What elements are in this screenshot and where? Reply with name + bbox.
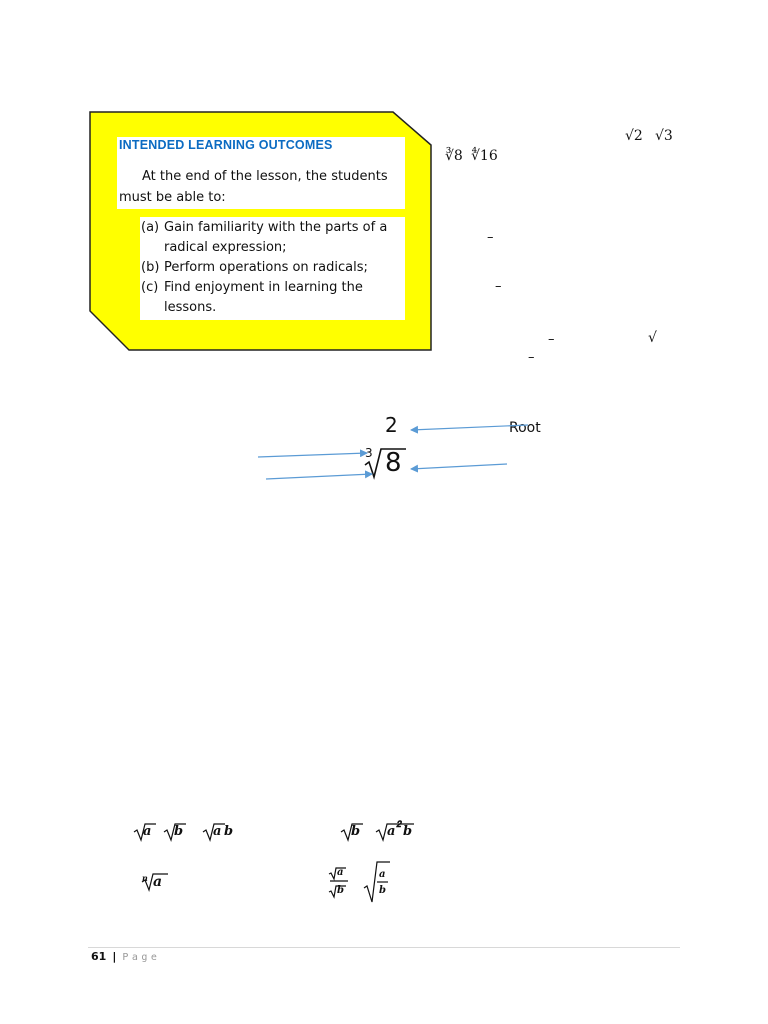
outcomes-intro: At the end of the lesson, the students must be able to: [119, 169, 388, 205]
dash-1: – [487, 230, 494, 245]
outcome-text: Find enjoyment in learning the lessons. [164, 280, 363, 315]
sqrt-ab-tail: 𝒃 [224, 824, 234, 839]
dash-2: – [495, 279, 502, 294]
sqrt-b-radicand: 𝒃 [174, 824, 184, 839]
sqrt-a-radicand: 𝒂 [143, 824, 152, 839]
dash-4: – [528, 350, 535, 365]
footer-separator: | [112, 950, 117, 963]
page-word: Page [122, 952, 161, 963]
root-label: Root [509, 420, 541, 436]
outcome-marker: (b) [141, 260, 160, 275]
footer-rule [88, 947, 680, 948]
sqrt-ab-radicand: 𝒂 [213, 824, 222, 839]
nth-root-index: 𝒏 [142, 873, 148, 883]
radical-sign: √ [648, 330, 657, 346]
cube-root-8: ∛8 [445, 148, 463, 164]
page-number: 61 [91, 950, 107, 963]
sqrt-a2b-tail: 𝒃 [403, 824, 413, 839]
frac-denominator: 𝒃 [337, 885, 344, 896]
diagram-top-number: 2 [385, 413, 398, 437]
sqrt-2: √2 [625, 128, 643, 144]
radical-index: 3 [365, 446, 373, 460]
outcome-marker: (a) [141, 220, 160, 235]
radicand: 8 [385, 448, 402, 478]
nth-root-radicand: 𝒂 [153, 874, 163, 890]
sqrt-b2-radicand: 𝒃 [351, 824, 361, 839]
outcomes-heading: INTENDED LEARNING OUTCOMES [119, 138, 333, 152]
fourth-root-16: ∜16 [471, 148, 498, 164]
outcome-text: Perform operations on radicals; [164, 260, 368, 275]
inner-frac-denominator: 𝒃 [379, 885, 386, 896]
sqrt-a2b-exponent: 𝟐 [396, 820, 402, 830]
sqrt-3: √3 [655, 128, 673, 144]
outcome-text: Gain familiarity with the parts of a radical expression; [164, 220, 388, 255]
inner-frac-numerator: 𝒂 [379, 869, 386, 880]
sqrt-a2b-base: 𝒂 [387, 824, 396, 839]
page-footer [91, 950, 160, 963]
outcome-marker: (c) [141, 280, 159, 295]
frac-numerator: 𝒂 [337, 867, 344, 878]
dash-3: – [548, 332, 555, 347]
